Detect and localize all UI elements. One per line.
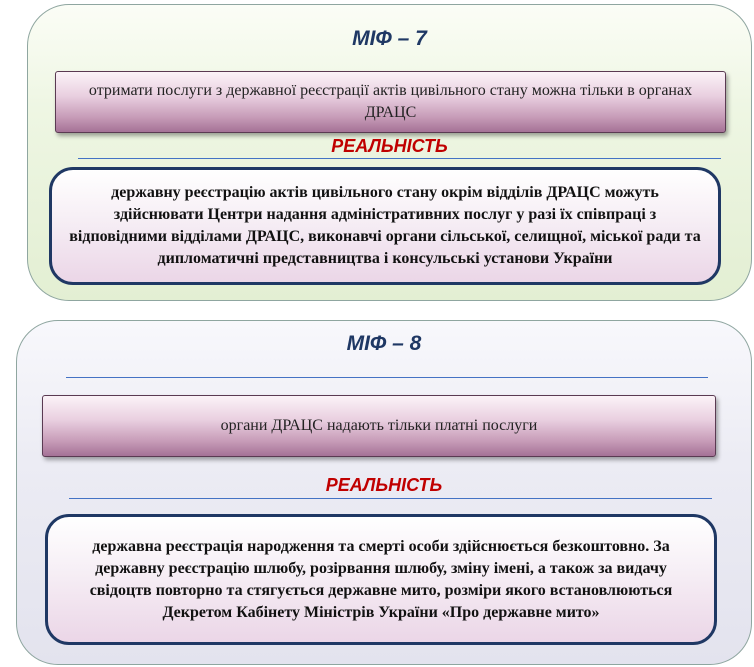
myth-8-divider bbox=[69, 498, 712, 499]
myth-7-divider bbox=[78, 158, 721, 159]
myth-8-reality-text: державна реєстрація народження та смерті особи здійснюється безкоштовно. За державну реєстрацію шлюбу, розірвання шлюбу, зміну імені, а також за видачу свідоцтв повторно та стягується державне мито, розміри якого встановлюються Декретом Кабінету Міністрів України «Про державне мито» bbox=[45, 514, 717, 645]
myth-8-reality-label: РЕАЛЬНІСТЬ bbox=[325, 475, 443, 495]
myth-7-statement: отримати послуги з державної реєстрації актів цивільного стану можна тільки в органах ДРАЦС bbox=[55, 71, 726, 133]
myth-8-top-divider bbox=[66, 377, 708, 378]
myth-7-reality-text: державну реєстрацію актів цивільного стану окрім відділів ДРАЦС можуть здійснювати Центри надання адміністративних послуг у разі їх співпраці з відповідними відділами ДРАЦС, виконавчі органи сільської, селищної, міської ради та дипломатичні представництва і консульські установи України bbox=[49, 167, 721, 285]
myth-7-title: МІФ – 7 bbox=[352, 27, 427, 50]
myth-8-statement: органи ДРАЦС надають тільки платні послуги bbox=[42, 395, 716, 457]
myth-7-reality-label: РЕАЛЬНІСТЬ bbox=[331, 136, 448, 156]
myth-8-title: МІФ – 8 bbox=[346, 332, 422, 355]
myth-8-panel bbox=[16, 320, 752, 665]
myth-7-panel bbox=[27, 4, 752, 301]
